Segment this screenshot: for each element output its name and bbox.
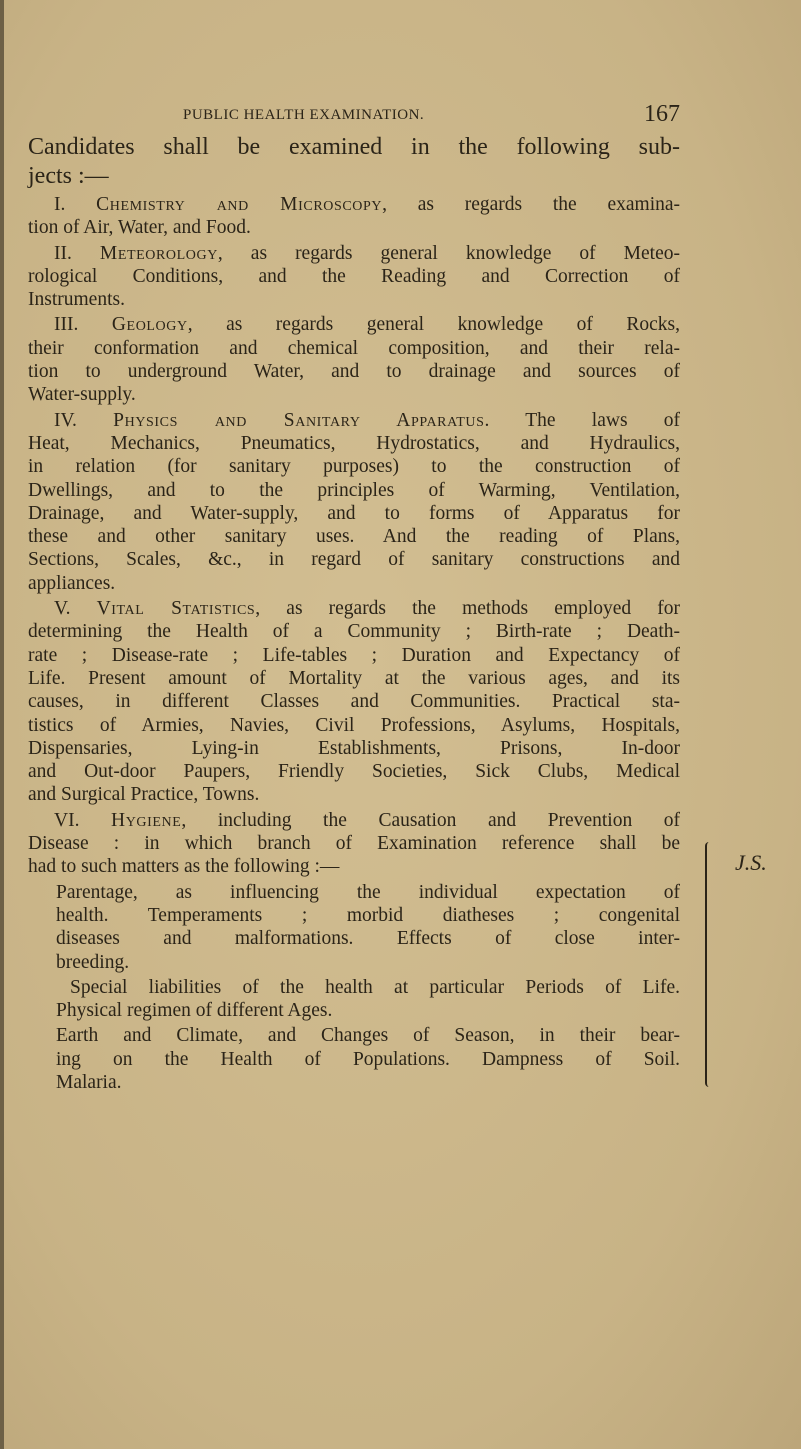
line-text: in relation (for sanitary purposes) to the construction of — [28, 456, 680, 478]
line-text: tion of Air, Water, and Food. — [28, 217, 251, 239]
text-line — [28, 193, 680, 216]
line-text: Drainage, and Water-supply, and to forms of Apparatus for — [28, 502, 680, 524]
text-line — [28, 216, 680, 239]
paragraph — [28, 809, 680, 879]
section-number: IV. — [54, 409, 114, 431]
line-text: , as regards the methods employed for — [255, 598, 681, 620]
text-line — [28, 737, 680, 760]
line-text: these and other sanitary uses. And the reading of Plans, — [28, 526, 680, 548]
line-text: causes, in different Classes and Communities. Practical sta- — [28, 691, 680, 713]
line-text: ing on the Health of Populations. Dampness of Soil. — [56, 1048, 680, 1070]
line-text: Sections, Scales, &c., in regard of sanitary constructions and — [28, 549, 680, 571]
line-text: jects :— — [28, 163, 109, 189]
text-line — [28, 783, 680, 806]
paragraph — [28, 409, 680, 595]
text-line — [28, 502, 680, 525]
line-text: Parentage, as influencing the individual expectation of — [56, 881, 680, 903]
page-header — [28, 101, 680, 129]
page-number: 167 — [644, 101, 680, 127]
line-text: Disease : in which branch of Examination reference shall be — [28, 833, 680, 855]
text-line — [28, 242, 680, 265]
text-line — [28, 383, 680, 406]
section-heading: Hygiene — [111, 809, 182, 831]
text-line — [28, 904, 680, 927]
text-line — [28, 1071, 680, 1094]
text-line — [28, 832, 680, 855]
text-line — [28, 1024, 680, 1047]
line-text: , as regards general knowledge of Rocks, — [187, 314, 680, 336]
text-line — [28, 548, 680, 571]
text-line — [28, 976, 680, 999]
text-line — [28, 597, 680, 620]
section-heading: Chemistry and Microscopy — [96, 194, 383, 215]
text-line — [28, 162, 680, 191]
text-line — [28, 809, 680, 832]
line-text: Dwellings, and to the principles of Warming, Ventilation, — [28, 479, 680, 501]
line-text: Earth and Climate, and Changes of Season, in their bear- — [56, 1025, 680, 1047]
line-text: had to such matters as the following :— — [28, 856, 340, 878]
line-text: Dispensaries, Lying-in Establishments, Prisons, In-door — [28, 737, 680, 759]
line-text: Candidates shall be examined in the following sub- — [28, 134, 680, 160]
line-text: rate ; Disease-rate ; Life-tables ; Duration and Expectancy of — [28, 644, 680, 666]
text-line — [28, 288, 680, 311]
running-title: PUBLIC HEALTH EXAMINATION. — [183, 107, 425, 123]
text-line — [28, 667, 680, 690]
line-text: and Surgical Practice, Towns. — [28, 784, 260, 806]
text-line — [28, 572, 680, 595]
text-line — [28, 881, 680, 904]
line-text: Water-supply. — [28, 384, 136, 406]
section-heading: Physics and Sanitary Apparatus — [113, 409, 485, 431]
text-line — [28, 313, 680, 336]
line-text: diseases and malformations. Effects of close inter- — [56, 928, 680, 950]
section-number: VI. — [54, 809, 112, 831]
line-text: Special liabilities of the health at particular Periods of Life. — [70, 976, 680, 998]
line-text: and Out-door Paupers, Friendly Societies, Sick Clubs, Medical — [28, 761, 680, 783]
text-line — [28, 855, 680, 878]
paragraph-gap — [28, 1094, 680, 1096]
line-text: Instruments. — [28, 289, 125, 311]
text-line — [28, 265, 680, 288]
text-line — [28, 644, 680, 667]
section-number: V. — [54, 598, 97, 620]
section-heading: Meteorology — [99, 242, 218, 264]
paragraph — [28, 597, 680, 807]
line-text: rological Conditions, and the Reading and Correction of — [28, 265, 680, 287]
line-text: determining the Health of a Community ; Birth-rate ; Death- — [28, 621, 680, 643]
line-text: Malaria. — [56, 1071, 122, 1093]
binding-edge — [0, 0, 4, 1449]
line-text: appliances. — [28, 572, 116, 594]
text-line — [28, 360, 680, 383]
line-text: tistics of Armies, Navies, Civil Professions, Asylums, Hospitals, — [28, 714, 680, 736]
section-number: I. — [54, 194, 97, 215]
text-line — [28, 455, 680, 478]
paragraph — [28, 242, 680, 312]
section-number: III. — [54, 314, 112, 336]
line-text: , including the Causation and Prevention of — [181, 809, 680, 831]
section-heading: Vital Statistics — [96, 598, 256, 620]
body-text — [28, 133, 680, 1096]
text-line — [28, 760, 680, 783]
text-line — [28, 525, 680, 548]
text-line — [28, 999, 680, 1022]
text-line — [28, 714, 680, 737]
line-text: their conformation and chemical composition, and their rela- — [28, 337, 680, 359]
paragraph — [28, 881, 680, 974]
text-line — [28, 951, 680, 974]
section-number: II. — [54, 242, 100, 264]
line-text: , as regards general knowledge of Meteo- — [217, 242, 680, 264]
text-line — [28, 927, 680, 950]
paragraph — [28, 1024, 680, 1094]
line-text: Heat, Mechanics, Pneumatics, Hydrostatics, and Hydraulics, — [28, 432, 680, 454]
section-heading: Geology — [111, 314, 188, 336]
line-text: Life. Present amount of Mortality at the various ages, and its — [28, 667, 680, 689]
text-line — [28, 1048, 680, 1071]
handwritten-initials: J.S. — [735, 850, 767, 875]
line-text: tion to underground Water, and to drainage and sources of — [28, 361, 680, 383]
text-line — [28, 479, 680, 502]
paragraph — [28, 193, 680, 240]
line-text: , as regards the examina- — [382, 194, 681, 215]
text-line — [28, 409, 680, 432]
line-text: health. Temperaments ; morbid diatheses ; congenital — [56, 904, 680, 926]
handwritten-bracket — [705, 842, 717, 1087]
line-text: breeding. — [56, 951, 130, 973]
line-text: . The laws of — [484, 409, 681, 431]
paragraph — [28, 313, 680, 406]
paragraph — [28, 976, 680, 1023]
line-text: Physical regimen of different Ages. — [56, 1000, 333, 1022]
text-line — [28, 620, 680, 643]
text-line — [28, 133, 680, 162]
text-line — [28, 690, 680, 713]
text-line — [28, 432, 680, 455]
paragraph — [28, 133, 680, 191]
text-line — [28, 337, 680, 360]
